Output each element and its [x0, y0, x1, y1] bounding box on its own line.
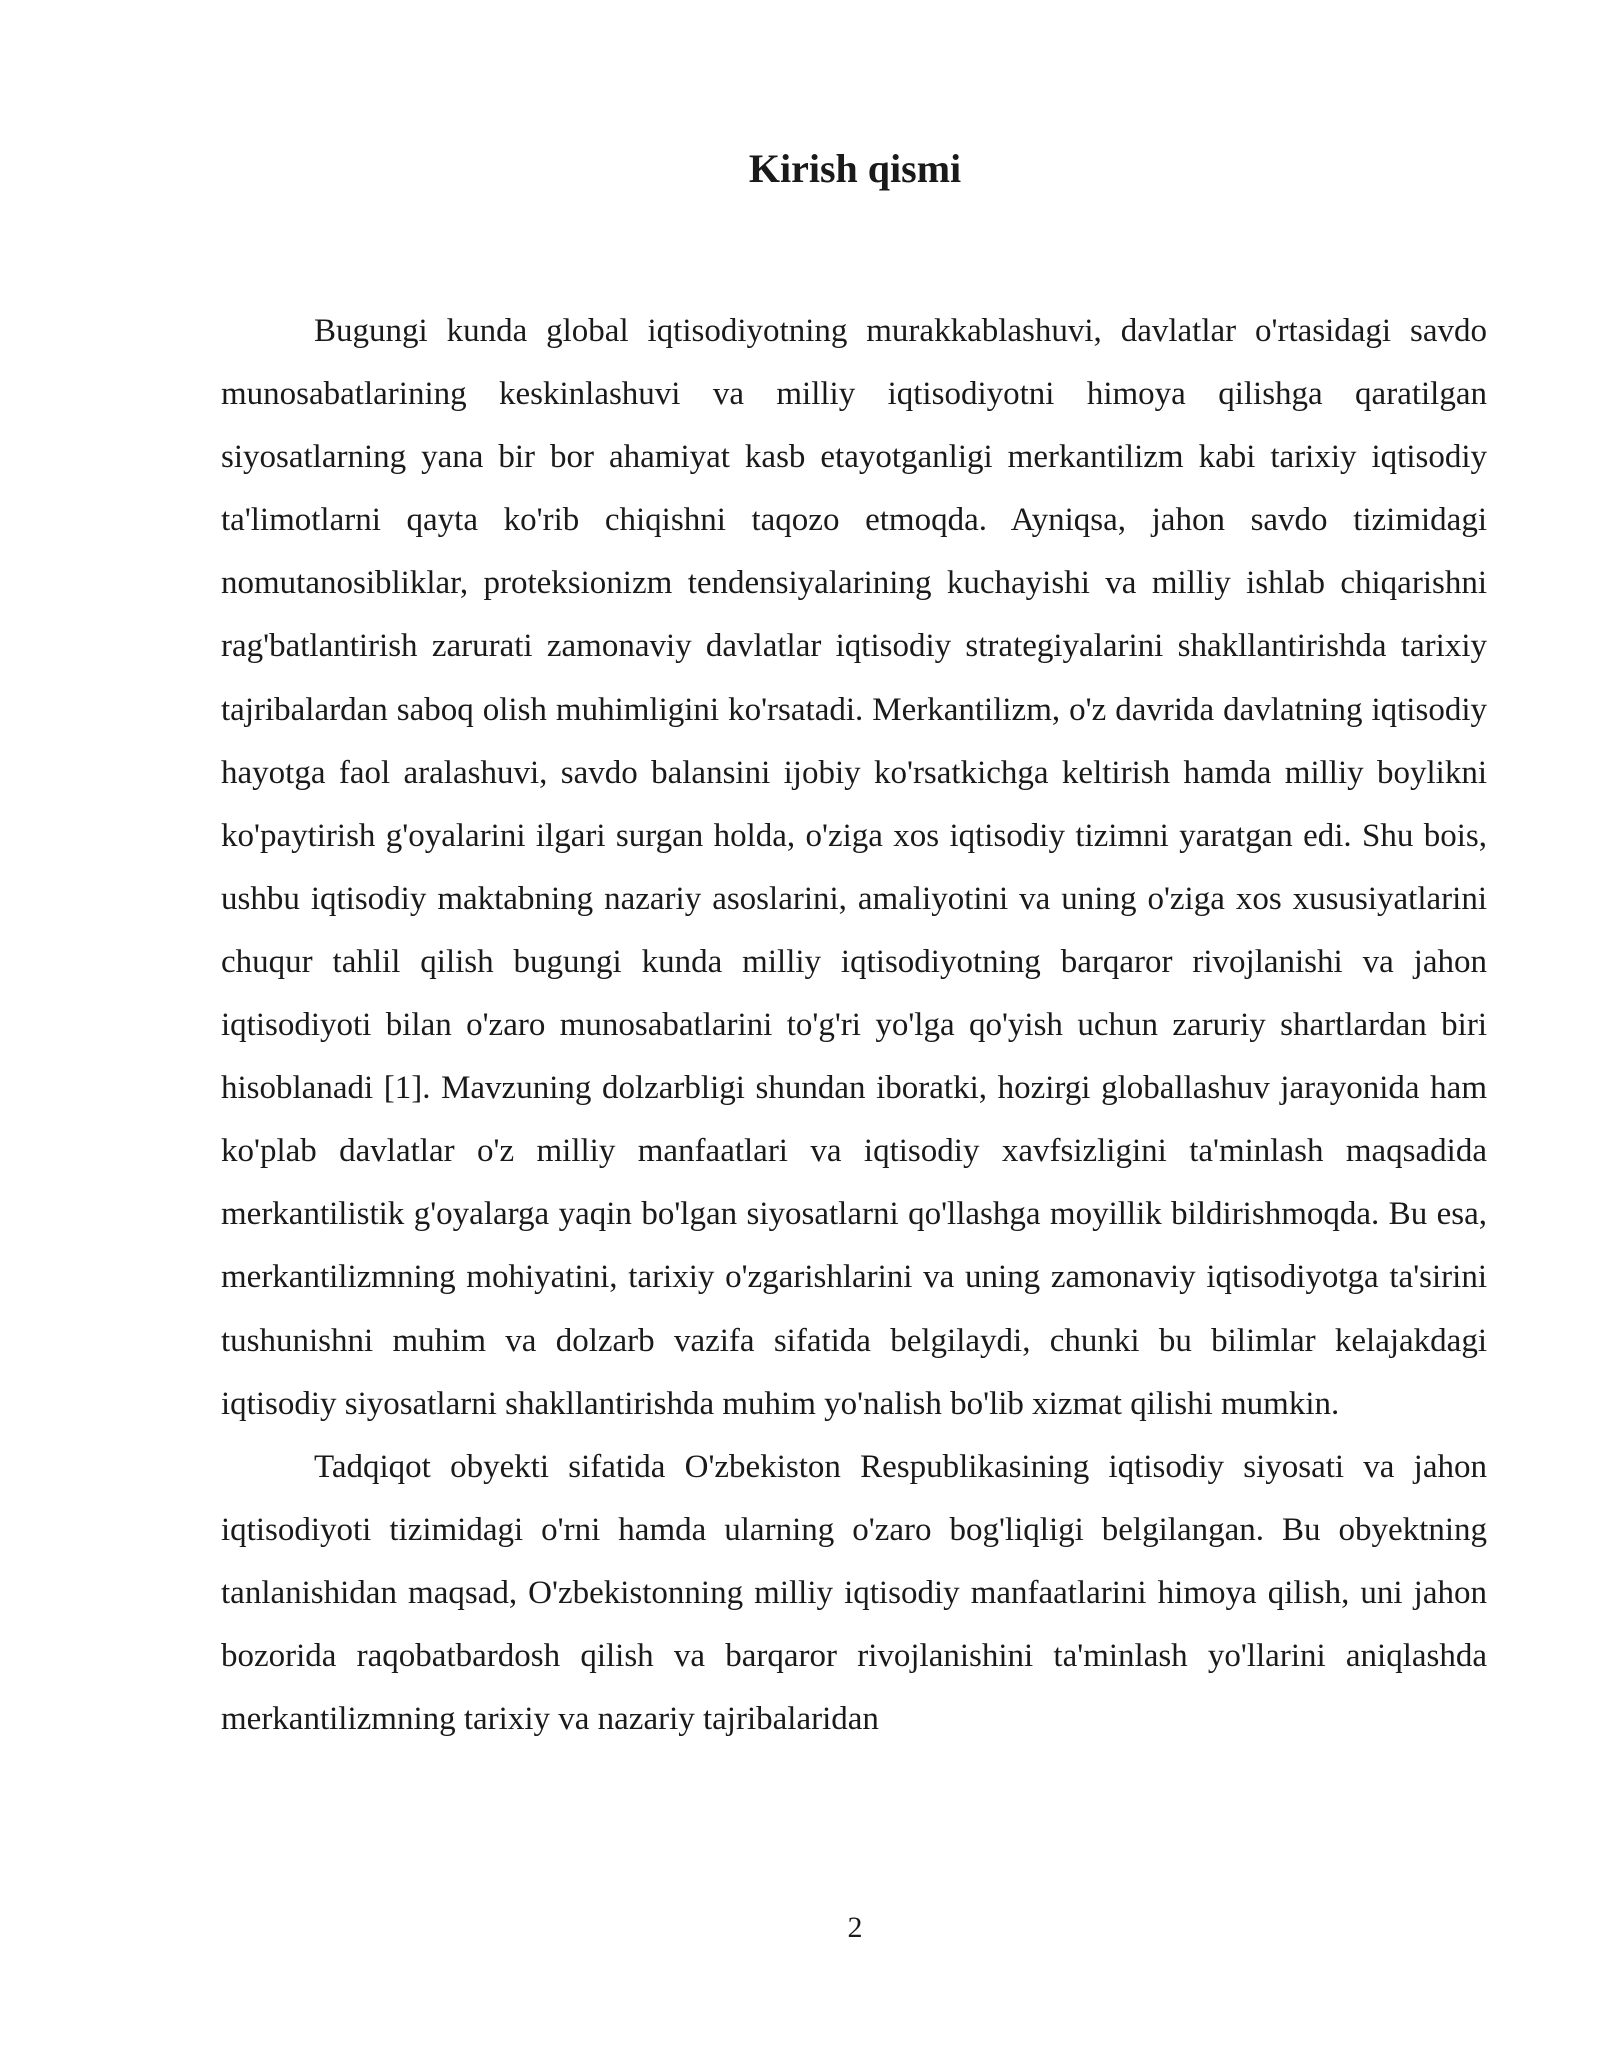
page-title: Kirish qismi: [748, 146, 962, 191]
paragraph-introduction: Bugungi kunda global iqtisodiyotning murakkablashuvi, davlatlar o'rtasidagi savdo munosabatlarining keskinlashuvi va milliy iqtisodiyotni himoya qilishga qaratilgan siyosatlarning yana bir bor ahamiyat kasb etayotganligi merkantilizm kabi tarixiy iqtisodiy ta'limotlarni qayta ko'rib chiqishni taqozo etmoqda. Ayniqsa, jahon savdo tizimidagi nomutanosibliklar, proteksionizm tendensiyalarining kuchayishi va milliy ishlab chiqarishni rag'batlantirish zarurati zamonaviy davlatlar iqtisodiy strategiyalarini shakllantirishda tarixiy tajribalardan saboq olish muhimligini ko'rsatadi. Merkantilizm, o'z davrida davlatning iqtisodiy hayotga faol aralashuvi, savdo balansini ijobiy ko'rsatkichga keltirish hamda milliy boylikni ko'paytirish g'oyalarini ilgari surgan holda, o'ziga xos iqtisodiy tizimni yaratgan edi. Shu bois, ushbu iqtisodiy maktabning nazariy asoslarini, amaliyotini va uning o'ziga xos xususiyatlarini chuqur tahlil qilish bugungi kunda milliy iqtisodiyotning barqaror rivojlanishi va jahon iqtisodiyoti bilan o'zaro munosabatlarini to'g'ri yo'lga qo'yish uchun zaruriy shartlardan biri hisoblanadi [1]. Mavzuning dolzarbligi shundan iboratki, hozirgi globallashuv jarayonida ham ko'plab davlatlar o'z milliy manfaatlari va iqtisodiy xavfsizligini ta'minlash maqsadida merkantilistik g'oyalarga yaqin bo'lgan siyosatlarni qo'llashga moyillik bildirishmoqda. Bu esa, merkantilizmning mohiyatini, tarixiy o'zgarishlarini va uning zamonaviy iqtisodiyotga ta'sirini tushunishni muhim va dolzarb vazifa sifatida belgilaydi, chunki bu bilimlar kelajakdagi iqtisodiy siyosatlarni shakllantirishda muhim yo'nalish bo'lib xizmat qilishi mumkin.: [221, 313, 1487, 1422]
page-number: 2: [847, 1911, 863, 1944]
paragraph-research-object: Tadqiqot obyekti sifatida O'zbekiston Respublikasining iqtisodiy siyosati va jahon iqtisodiyoti tizimidagi o'rni hamda ularning o'zaro bog'liqligi belgilangan. Bu obyektning tanlanishidan maqsad, O'zbekistonning milliy iqtisodiy manfaatlarini himoya qilish, uni jahon bozorida raqobatbardosh qilish va barqaror rivojlanishini ta'minlash yo'llarini aniqlashda merkantilizmning tarixiy va nazariy tajribalaridan: [221, 1448, 1487, 1738]
body-text: [221, 300, 1487, 1751]
